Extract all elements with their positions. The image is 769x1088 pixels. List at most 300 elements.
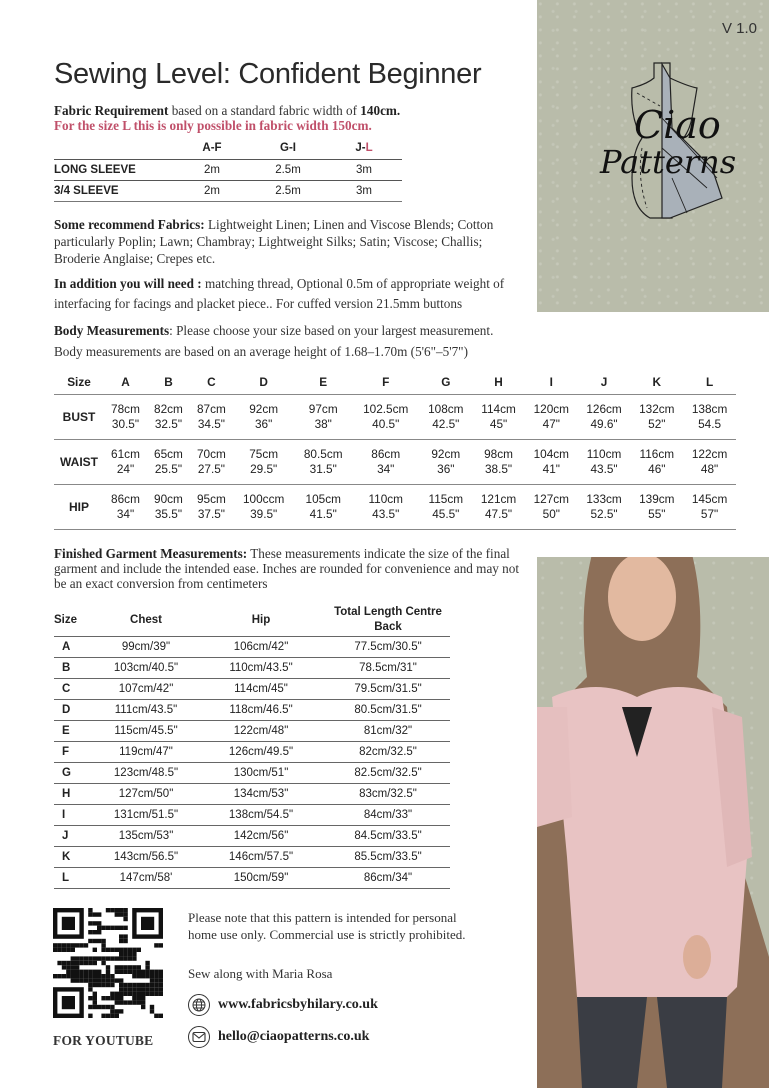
- size-label: G: [54, 763, 96, 784]
- size-label: B: [54, 658, 96, 679]
- table-cell: 147cm/58': [96, 868, 196, 889]
- table-row: [54, 721, 450, 742]
- inch-value: 52": [648, 417, 666, 431]
- table-cell: [683, 440, 736, 485]
- qr-module: [119, 992, 123, 996]
- brand-name-line1: Ciao: [634, 103, 721, 147]
- qr-module: [88, 908, 92, 912]
- qr-module: [119, 987, 123, 991]
- body-measurements-note: Body measurements are based on an average height of 1.68–1.70m (5'6"–5'7"): [54, 344, 468, 359]
- qr-module: [106, 996, 110, 1000]
- qr-module: [66, 970, 70, 974]
- table-cell: [419, 440, 472, 485]
- qr-module: [53, 943, 57, 947]
- table-cell: [147, 440, 190, 485]
- ciao-patterns-logo: [592, 58, 742, 228]
- size-label: A: [54, 637, 96, 658]
- cm-value: 92cm: [249, 402, 279, 416]
- page-title: Sewing Level: Confident Beginner: [54, 58, 482, 90]
- qr-module: [119, 934, 123, 938]
- qr-module: [57, 943, 61, 947]
- table-row: [54, 658, 450, 679]
- qr-module: [101, 978, 105, 982]
- column-header: A-F: [202, 142, 222, 154]
- qr-module: [62, 948, 66, 952]
- cm-value: 121cm: [480, 492, 517, 506]
- qr-module: [62, 943, 66, 947]
- qr-module: [88, 983, 92, 987]
- cm-value: 82cm: [154, 402, 183, 416]
- inch-value: 31.5": [309, 462, 337, 476]
- recommended-fabrics-label: Some recommend Fabrics:: [54, 217, 205, 232]
- qr-module: [93, 948, 97, 952]
- cm-value: 116cm: [639, 447, 675, 461]
- column-header: J: [600, 375, 608, 389]
- qr-module: [123, 939, 127, 943]
- table-cell: 85.5cm/33.5": [326, 847, 450, 868]
- additional-notions: [54, 274, 534, 314]
- qr-module: [150, 1009, 154, 1013]
- qr-module: [93, 1005, 97, 1009]
- cm-value: 61cm: [111, 447, 140, 461]
- qr-module: [62, 965, 66, 969]
- table-cell: 127cm/50": [96, 784, 196, 805]
- qr-module: [84, 970, 88, 974]
- qr-module: [119, 912, 123, 916]
- qr-module: [106, 974, 110, 978]
- inch-value: 42.5": [432, 417, 460, 431]
- table-cell: 3m: [326, 160, 402, 181]
- qr-module: [93, 956, 97, 960]
- table-cell: [578, 440, 631, 485]
- column-header: Hip: [251, 613, 271, 626]
- qr-module: [110, 926, 114, 930]
- qr-module: [119, 908, 123, 912]
- inch-value: 38.5": [484, 462, 513, 476]
- qr-module: [154, 1014, 158, 1018]
- table-cell: [294, 440, 352, 485]
- cm-value: 139cm: [639, 492, 675, 506]
- qr-module: [57, 961, 61, 965]
- qr-module: [123, 952, 127, 956]
- qr-module: [123, 965, 127, 969]
- qr-module: [132, 970, 136, 974]
- qr-module: [106, 948, 110, 952]
- cm-value: 86cm: [371, 447, 401, 461]
- qr-module: [62, 961, 66, 965]
- table-cell: 118cm/46.5": [196, 700, 326, 721]
- qr-module: [119, 939, 123, 943]
- inch-value: 25.5": [154, 462, 183, 476]
- qr-module: [141, 996, 145, 1000]
- column-header: C: [207, 375, 216, 389]
- table-cell: 82.5cm/32.5": [326, 763, 450, 784]
- inch-value: 52.5": [590, 507, 618, 521]
- qr-module: [123, 987, 127, 991]
- body-measurements-table: [54, 370, 736, 530]
- column-header: Total Length Centre Back: [334, 606, 442, 633]
- qr-module: [93, 1000, 97, 1004]
- cm-value: 104cm: [533, 447, 569, 461]
- column-header-highlight: L: [365, 142, 373, 154]
- qr-module: [128, 983, 132, 987]
- table-cell: 119cm/47": [96, 742, 196, 763]
- qr-module: [88, 974, 92, 978]
- table-row: [54, 847, 450, 868]
- qr-module: [154, 943, 158, 947]
- qr-module: [115, 1000, 119, 1004]
- qr-module: [88, 970, 92, 974]
- column-header: D: [259, 375, 268, 389]
- qr-module: [88, 961, 92, 965]
- cm-value: 105cm: [305, 492, 341, 506]
- qr-module: [110, 948, 114, 952]
- qr-module: [141, 983, 145, 987]
- cm-value: 70cm: [196, 447, 226, 461]
- qr-module: [132, 987, 136, 991]
- qr-module: [154, 992, 158, 996]
- qr-module: [101, 926, 105, 930]
- table-cell: [190, 440, 233, 485]
- table-cell: 82cm/32.5": [326, 742, 450, 763]
- inch-value: 38": [314, 417, 332, 431]
- header-blank: [54, 137, 174, 160]
- column-header: K: [652, 375, 662, 389]
- qr-finder: [141, 917, 154, 930]
- website-link[interactable]: [188, 994, 378, 1016]
- inch-value: 34.5": [197, 417, 225, 431]
- qr-module: [123, 1000, 127, 1004]
- qr-module: [93, 996, 97, 1000]
- qr-module: [97, 939, 101, 943]
- qr-module: [119, 1000, 123, 1004]
- cm-value: 75cm: [249, 447, 279, 461]
- inch-value: 30.5": [111, 417, 140, 431]
- column-header: E: [319, 375, 328, 389]
- qr-module: [106, 978, 110, 982]
- qr-module: [84, 978, 88, 982]
- table-cell: 103cm/40.5": [96, 658, 196, 679]
- cm-value: 100ccm: [243, 492, 285, 506]
- table-cell: 80.5cm/31.5": [326, 700, 450, 721]
- left-sleeve: [537, 707, 572, 827]
- table-cell: [190, 485, 233, 530]
- qr-module: [132, 996, 136, 1000]
- qr-module: [123, 912, 127, 916]
- inch-value: 34": [116, 507, 135, 521]
- qr-module: [119, 1009, 123, 1013]
- qr-module: [75, 978, 79, 982]
- qr-module: [159, 987, 163, 991]
- column-header: Size: [67, 375, 91, 389]
- qr-module: [119, 978, 123, 982]
- qr-module: [145, 992, 149, 996]
- finished-garment-table: [54, 604, 450, 889]
- table-cell: 123cm/48.5": [96, 763, 196, 784]
- email-address[interactable]: hello@ciaopatterns.co.uk: [218, 1029, 370, 1044]
- size-label: I: [54, 805, 96, 826]
- qr-module: [79, 943, 83, 947]
- table-cell: 2m: [174, 181, 250, 202]
- cm-value: 145cm: [691, 492, 728, 506]
- fabric-requirement-label: Fabric Requirement: [54, 103, 169, 118]
- globe-icon: [188, 994, 210, 1016]
- table-cell: [104, 485, 147, 530]
- qr-module: [150, 1005, 154, 1009]
- youtube-qr-code[interactable]: [53, 908, 163, 1018]
- inch-value: 49.6": [590, 417, 618, 431]
- cm-value: 122cm: [691, 447, 728, 461]
- qr-module: [88, 939, 92, 943]
- table-cell: [233, 395, 295, 440]
- qr-module: [79, 974, 83, 978]
- recommended-fabrics-text: Lightweight Linen; Linen and Viscose Blends; Cotton particularly Poplin; Lawn; Chambray; Lightweight Silks; Satin; Viscose; Challis; Broderie Anglaise; Crepes etc.: [54, 217, 494, 266]
- qr-module: [141, 1005, 145, 1009]
- qr-module: [110, 1005, 114, 1009]
- qr-module: [93, 921, 97, 925]
- table-row: [54, 826, 450, 847]
- table-row: [54, 160, 402, 181]
- qr-module: [93, 912, 97, 916]
- qr-module: [88, 1005, 92, 1009]
- qr-module: [123, 948, 127, 952]
- email-link[interactable]: [188, 1026, 369, 1048]
- column-header: L: [705, 375, 714, 389]
- qr-module: [71, 970, 75, 974]
- table-cell: [352, 485, 419, 530]
- table-cell: [294, 395, 352, 440]
- cm-value: 95cm: [196, 492, 226, 506]
- qr-module: [75, 961, 79, 965]
- qr-module: [150, 974, 154, 978]
- qr-module: [137, 1000, 141, 1004]
- qr-module: [128, 952, 132, 956]
- table-row: [54, 763, 450, 784]
- size-label: K: [54, 847, 96, 868]
- qr-module: [93, 974, 97, 978]
- qr-module: [110, 956, 114, 960]
- additional-notions-label: In addition you will need :: [54, 276, 202, 291]
- table-row: [54, 485, 736, 530]
- qr-module: [159, 978, 163, 982]
- qr-module: [84, 956, 88, 960]
- cm-value: 90cm: [154, 492, 183, 506]
- qr-caption: FOR YOUTUBE: [53, 1033, 154, 1048]
- qr-module: [57, 948, 61, 952]
- cm-value: 127cm: [533, 492, 569, 506]
- qr-module: [115, 926, 119, 930]
- size-label: C: [54, 679, 96, 700]
- qr-module: [93, 978, 97, 982]
- cm-value: 120cm: [533, 402, 569, 416]
- inch-value: 29.5": [250, 462, 278, 476]
- qr-module: [159, 992, 163, 996]
- table-cell: 142cm/56": [196, 826, 326, 847]
- qr-module: [110, 983, 114, 987]
- version-label: V 1.0: [721, 20, 757, 37]
- qr-module: [97, 970, 101, 974]
- row-label: BUST: [54, 395, 104, 440]
- inch-value: 55": [648, 507, 666, 521]
- model-photo-panel: [537, 557, 769, 1088]
- logo-panel: [537, 0, 769, 312]
- table-row: [54, 440, 736, 485]
- qr-module: [75, 965, 79, 969]
- qr-module: [79, 978, 83, 982]
- table-cell: [683, 395, 736, 440]
- column-header: G: [441, 375, 451, 389]
- qr-module: [106, 965, 110, 969]
- inch-value: 46": [648, 462, 666, 476]
- qr-module: [97, 978, 101, 982]
- qr-module: [154, 970, 158, 974]
- fabric-requirement-table: [54, 137, 402, 202]
- qr-module: [154, 974, 158, 978]
- row-label: 3/4 SLEEVE: [54, 181, 174, 202]
- qr-module: [66, 943, 70, 947]
- table-cell: 78.5cm/31": [326, 658, 450, 679]
- qr-module: [128, 987, 132, 991]
- qr-module: [71, 943, 75, 947]
- qr-module: [145, 974, 149, 978]
- qr-module: [97, 912, 101, 916]
- qr-module: [88, 956, 92, 960]
- qr-module: [97, 1005, 101, 1009]
- qr-module: [115, 956, 119, 960]
- qr-module: [132, 992, 136, 996]
- qr-module: [128, 965, 132, 969]
- qr-module: [93, 939, 97, 943]
- qr-module: [79, 961, 83, 965]
- cm-value: 86cm: [111, 492, 140, 506]
- cm-value: 114cm: [481, 402, 516, 416]
- cm-value: 110cm: [586, 447, 622, 461]
- table-cell: 115cm/45.5": [96, 721, 196, 742]
- qr-module: [119, 996, 123, 1000]
- qr-module: [88, 930, 92, 934]
- qr-module: [93, 961, 97, 965]
- qr-module: [101, 983, 105, 987]
- qr-module: [115, 1014, 119, 1018]
- qr-module: [119, 956, 123, 960]
- qr-module: [101, 1005, 105, 1009]
- qr-module: [128, 1000, 132, 1004]
- inch-value: 45": [489, 417, 508, 431]
- hand: [683, 935, 711, 979]
- qr-module: [132, 956, 136, 960]
- qr-module: [84, 974, 88, 978]
- fabric-width-warning: For the size L this is only possible in fabric width 150cm.: [54, 118, 372, 133]
- column-header: B: [164, 375, 173, 389]
- table-cell: [472, 485, 525, 530]
- table-cell: [190, 395, 233, 440]
- website-url[interactable]: www.fabricsbyhilary.co.uk: [218, 997, 378, 1012]
- inch-value: 50": [542, 507, 560, 521]
- body-measurements-text: : Please choose your size based on your largest measurement.: [169, 323, 494, 338]
- qr-module: [115, 970, 119, 974]
- table-row: [54, 868, 450, 889]
- qr-module: [115, 948, 119, 952]
- qr-finder: [62, 917, 75, 930]
- table-row: [54, 395, 736, 440]
- table-cell: 79.5cm/31.5": [326, 679, 450, 700]
- table-cell: [233, 440, 295, 485]
- body-measurements-label: Body Measurements: [54, 323, 170, 338]
- table-cell: 114cm/45": [196, 679, 326, 700]
- table-cell: [352, 440, 419, 485]
- table-cell: [683, 485, 736, 530]
- inch-value: 54.5: [698, 417, 722, 431]
- sew-along-text: Sew along with Maria Rosa: [188, 966, 333, 981]
- table-cell: 83cm/32.5": [326, 784, 450, 805]
- qr-module: [150, 978, 154, 982]
- table-cell: 143cm/56.5": [96, 847, 196, 868]
- table-header-row: [54, 370, 736, 395]
- qr-module: [71, 965, 75, 969]
- qr-module: [79, 956, 83, 960]
- table-row: [54, 679, 450, 700]
- qr-module: [132, 965, 136, 969]
- qr-module: [132, 948, 136, 952]
- qr-module: [115, 992, 119, 996]
- inch-value: 24": [116, 462, 135, 476]
- table-cell: 77.5cm/30.5": [326, 637, 450, 658]
- table-cell: 135cm/53": [96, 826, 196, 847]
- fabric-requirement-body: based on a standard fabric width of: [168, 103, 361, 118]
- table-cell: [525, 395, 578, 440]
- table-cell: [525, 440, 578, 485]
- qr-module: [53, 948, 57, 952]
- qr-module: [123, 983, 127, 987]
- qr-module: [159, 974, 163, 978]
- qr-module: [75, 970, 79, 974]
- cm-value: 126cm: [586, 402, 622, 416]
- column-header: [326, 137, 402, 160]
- qr-module: [110, 1014, 114, 1018]
- table-cell: 130cm/51": [196, 763, 326, 784]
- table-cell: 131cm/51.5": [96, 805, 196, 826]
- table-cell: 2m: [174, 160, 250, 181]
- qr-module: [71, 948, 75, 952]
- qr-module: [132, 974, 136, 978]
- qr-module: [75, 956, 79, 960]
- inch-value: 41": [542, 462, 560, 476]
- qr-module: [101, 956, 105, 960]
- finished-garment-intro: [54, 546, 524, 591]
- inch-value: 43.5": [590, 462, 618, 476]
- cm-value: 78cm: [111, 402, 140, 416]
- qr-module: [137, 992, 141, 996]
- qr-module: [150, 992, 154, 996]
- qr-module: [123, 956, 127, 960]
- qr-module: [53, 974, 57, 978]
- qr-module: [110, 992, 114, 996]
- qr-module: [97, 930, 101, 934]
- qr-module: [137, 965, 141, 969]
- qr-module: [97, 983, 101, 987]
- qr-module: [106, 1014, 110, 1018]
- cm-value: 80.5cm: [303, 447, 343, 461]
- qr-module: [101, 974, 105, 978]
- qr-module: [115, 1009, 119, 1013]
- cm-value: 65cm: [154, 447, 183, 461]
- inch-value: 43.5": [372, 507, 400, 521]
- qr-module: [159, 1014, 163, 1018]
- size-label: J: [54, 826, 96, 847]
- size-label: L: [54, 868, 96, 889]
- qr-module: [88, 921, 92, 925]
- qr-module: [115, 965, 119, 969]
